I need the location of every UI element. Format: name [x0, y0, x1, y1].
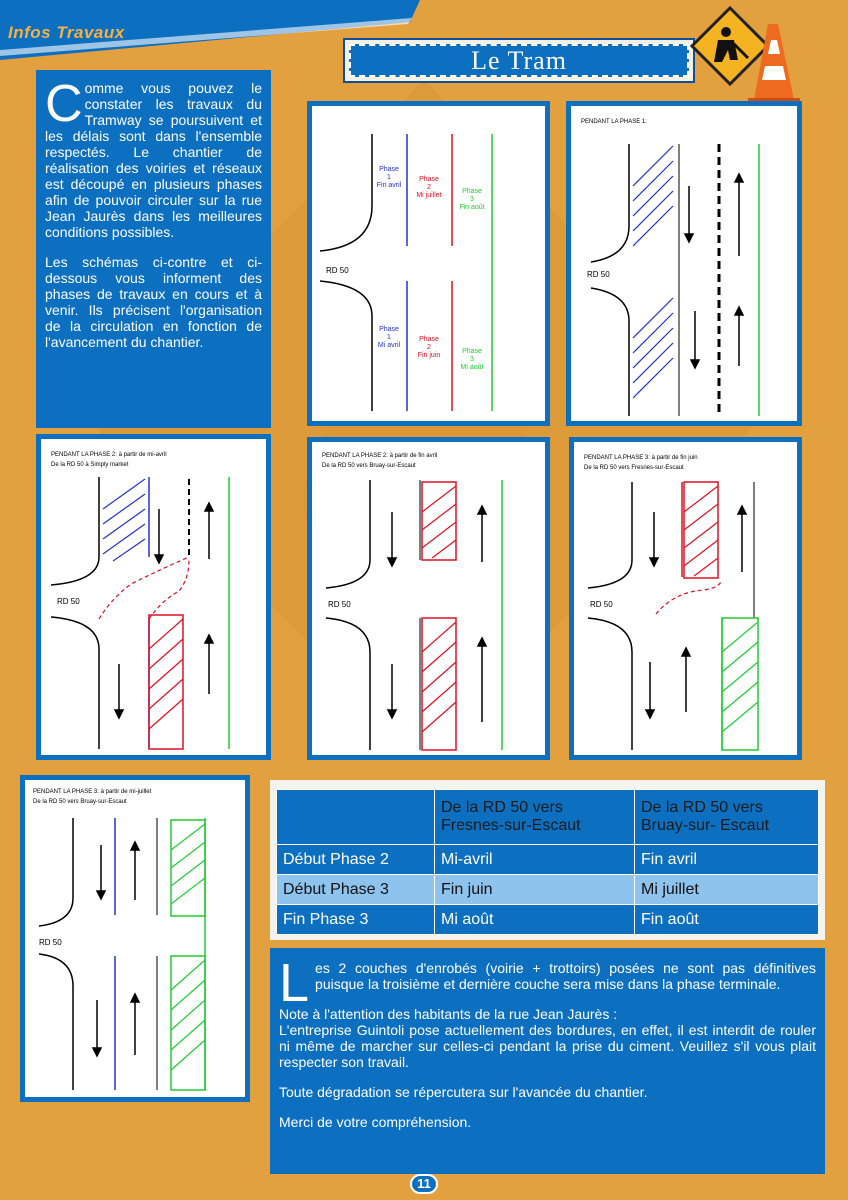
p2b-caption-2: De la RD 50 vers Bruay-sur-Escaut [322, 463, 416, 469]
p2a-caption-2: De la RD 50 à Simply market [51, 462, 129, 468]
svg-text:Phase2Mi juillet [416, 176, 441, 199]
construction-sign-icon [690, 4, 810, 104]
p1-caption: PENDANT LA PHASE 1: [581, 119, 647, 125]
svg-text:Phase1Fin avril [377, 166, 402, 189]
svg-text:Phase2Fin juin [418, 336, 441, 359]
ov-bot-p1-l2: 1 [387, 334, 391, 341]
ov-top-p1-l3: Fin avril [376, 182, 402, 189]
diagram-phase-3-mi-juillet [20, 775, 250, 1102]
schedule-cell: Début Phase 3 [277, 875, 435, 905]
p2a-caption-1: PENDANT LA PHASE 2: à partir de mi-avril [51, 452, 167, 458]
intro-paragraph-1: omme vous pouvez le constater les travaux du Tramway se poursuivent et les délais sont dans l'ensemble respectés. Le chantier de réalisation des voiries et réseaux est découpé en plusieurs phases afin de pouvoir circuler sur la rue Jean Jaurès dans les meilleures conditions possibles. [45, 80, 262, 240]
ov-top-p1-l2: 1 [387, 174, 391, 181]
ov-bot-p1-l3: Mi avril [377, 342, 401, 349]
section-title: Infos Travaux [8, 23, 125, 42]
table-row [277, 905, 819, 935]
note-paragraph-3: Toute dégradation se répercutera sur l'avancée du chantier. [279, 1084, 648, 1100]
note-paragraph-2: L'entreprise Guintoli pose actuellement des bordures, en effet, il est interdit de rouler ni même de marcher sur celles-ci pendant la prise du ciment. Veuillez s'il vous plait respecter son travail. [279, 1022, 816, 1070]
ov-top-p2-l1: Phase [419, 176, 439, 183]
note-heading: Note à l'attention des habitants de la rue Jean Jaurès : [279, 1006, 618, 1022]
schedule-cell: Mi-avril [435, 845, 635, 875]
diagram-phase-2-mi-avril [36, 434, 271, 760]
ov-top-p2-l3: Mi juillet [416, 192, 442, 199]
p2a-rd-label: RD 50 [57, 597, 80, 606]
page-title: Le Tram [471, 45, 567, 75]
ov-top-p3-l1: Phase [462, 188, 482, 195]
svg-text:Phase3Fin août [459, 188, 484, 211]
ov-top-p1-l1: Phase [379, 166, 399, 173]
note-text-box [270, 948, 825, 1174]
ov-bot-p2-l2: 2 [427, 344, 431, 351]
ov-bot-p2-l3: Fin juin [417, 352, 441, 359]
ov-top-p3-l2: 3 [470, 196, 474, 203]
diagram-phase-3-fin-juin [569, 437, 802, 760]
ov-top-p3-l3: Fin août [459, 204, 485, 211]
ov-bot-p3-l1: Phase [462, 348, 482, 355]
svg-text:Phase1Mi avril [378, 326, 401, 349]
p3a-caption-1: PENDANT LA PHASE 3: à partir de fin juin [584, 455, 698, 461]
table-row [277, 875, 819, 905]
note-dropcap: L [279, 953, 310, 1013]
intro-dropcap: C [45, 75, 83, 133]
schedule-table-box [270, 780, 825, 940]
diagram-overview [307, 101, 550, 426]
schedule-cell: Fin Phase 3 [277, 905, 435, 935]
p3b-rd-label: RD 50 [39, 938, 62, 947]
schedule-cell: Mi août [435, 905, 635, 935]
schedule-cell: Début Phase 2 [277, 845, 435, 875]
ov-top-p2-l2: 2 [427, 184, 431, 191]
diagram-phase-1 [566, 101, 802, 426]
schedule-header-row [277, 790, 819, 845]
schedule-table [276, 789, 819, 935]
ov-bot-p1-l1: Phase [379, 326, 399, 333]
ov-bot-p3-l3: Mi août [460, 364, 484, 371]
ov-rd-label: RD 50 [326, 266, 349, 275]
schedule-cell: Fin juin [435, 875, 635, 905]
schedule-header-cell: De la RD 50 vers Fresnes-sur-Escaut [435, 790, 635, 845]
schedule-cell: Fin avril [635, 845, 819, 875]
table-row [277, 845, 819, 875]
page-title-box [343, 38, 695, 83]
schedule-header-cell [277, 790, 435, 845]
p2b-rd-label: RD 50 [328, 600, 351, 609]
note-paragraph-4: Merci de votre compréhension. [279, 1114, 472, 1130]
diagram-phase-2-fin-avril [307, 437, 550, 760]
p2b-caption-1: PENDANT LA PHASE 2: à partir de fin avril [322, 453, 438, 459]
note-paragraph-1: es 2 couches d'enrobés (voirie + trottoirs) posées ne sont pas définitives puisque la troisième et dernière couche sera mise dans la phase terminale. [315, 960, 816, 992]
svg-text:Phase3Mi août [461, 348, 484, 371]
page-number: 11 [410, 1174, 438, 1194]
p3a-caption-2: De la RD 50 vers Fresnes-sur-Escaut [584, 465, 684, 471]
intro-paragraph-2: Les schémas ci-contre et ci-dessous vous informent des phases de travaux en cours et à venir. Ils précisent l'organisation de la circulation en fonction de l'avancement du chantier. [45, 254, 262, 350]
p3a-rd-label: RD 50 [590, 600, 613, 609]
p1-rd-label: RD 50 [587, 270, 610, 279]
p3b-caption-2: De la RD 50 vers Bruay-sur-Escaut [33, 799, 127, 805]
schedule-header-cell: De la RD 50 vers Bruay-sur- Escaut [635, 790, 819, 845]
p3b-caption-1: PENDANT LA PHASE 3: à partir de mi-juillet [33, 789, 152, 795]
ov-bot-p3-l2: 3 [470, 356, 474, 363]
ov-bot-p2-l1: Phase [419, 336, 439, 343]
intro-text-box [36, 70, 271, 428]
schedule-cell: Fin août [635, 905, 819, 935]
schedule-cell: Mi juillet [635, 875, 819, 905]
